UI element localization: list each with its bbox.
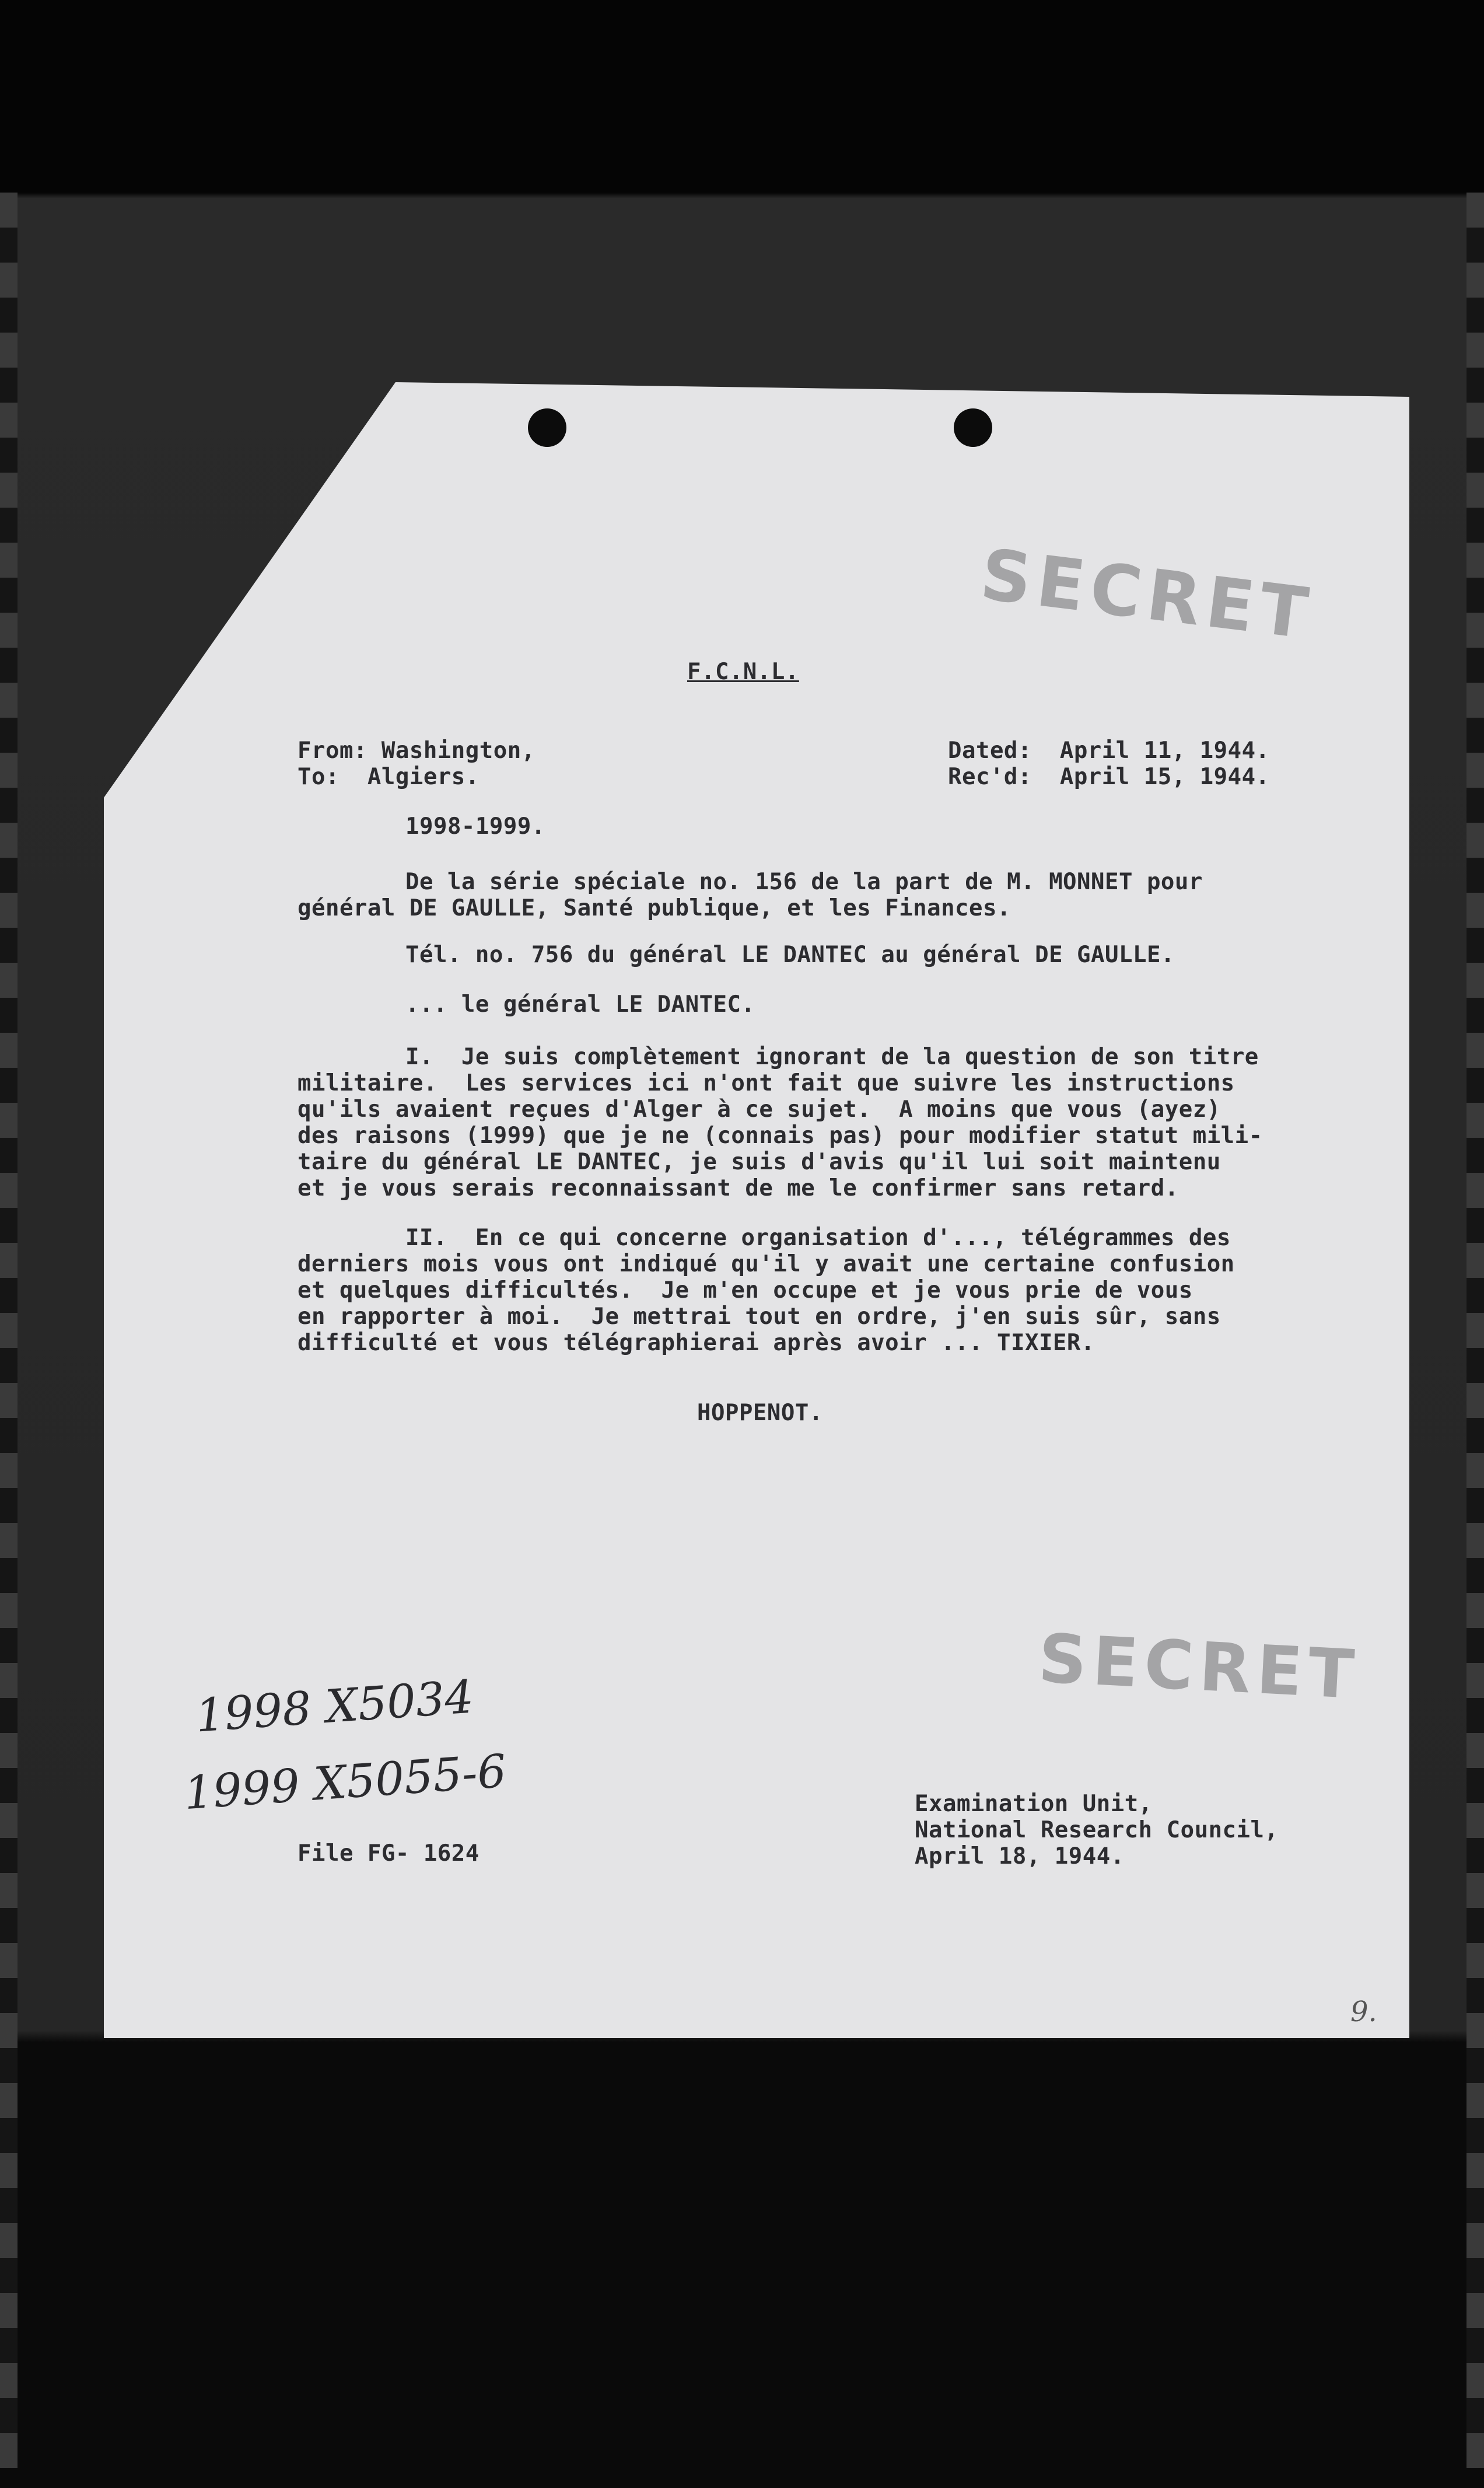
body-line: qu'ils avaient reçues d'Alger à ce sujet. A moins que vous (ayez) <box>298 1096 1221 1123</box>
file-number: File FG- 1624 <box>298 1840 480 1867</box>
secret-stamp-top: SECRET <box>976 534 1318 656</box>
routing-dated: Dated: April 11, 1944. <box>948 738 1270 764</box>
film-edge-left <box>0 193 18 2468</box>
body-line: en rapporter à moi. Je mettrai tout en ordre, j'en suis sûr, sans <box>298 1304 1221 1330</box>
body-line: et quelques difficultés. Je m'en occupe et je vous prie de vous <box>298 1277 1193 1304</box>
punch-hole-right <box>954 408 992 447</box>
body-line: derniers mois vous ont indiqué qu'il y avait une certaine confusion <box>298 1251 1235 1277</box>
secret-stamp-bottom: SECRET <box>1036 1619 1362 1715</box>
handwritten-note-2: 1999 X5055-6 <box>182 1745 508 1820</box>
body-line: difficulté et vous télégraphierai après avoir ... TIXIER. <box>298 1330 1095 1356</box>
handwritten-note-1: 1998 X5034 <box>194 1671 475 1743</box>
body-line: II. En ce qui concerne organisation d'..., télégrammes des <box>405 1225 1231 1251</box>
body-line: ... le général LE DANTEC. <box>405 991 755 1018</box>
routing-received: Rec'd: April 15, 1944. <box>948 764 1270 790</box>
body-line: taire du général LE DANTEC, je suis d'avis qu'il lui soit maintenu <box>298 1149 1221 1175</box>
routing-from: From: Washington, <box>298 738 536 764</box>
routing-to: To: Algiers. <box>298 764 480 790</box>
footer-line: National Research Council, <box>915 1817 1279 1843</box>
punch-hole-left <box>528 408 566 447</box>
body-line: et je vous serais reconnaissant de me le confirmer sans retard. <box>298 1175 1179 1201</box>
signature: HOPPENOT. <box>697 1400 823 1426</box>
page-mark: 9. <box>1350 1996 1377 2028</box>
body-line: des raisons (1999) que je ne (connais pas) pour modifier statut mili- <box>298 1123 1263 1149</box>
film-edge-right <box>1466 193 1484 2468</box>
footer-line: April 18, 1944. <box>915 1843 1125 1870</box>
body-line: De la série spéciale no. 156 de la part de M. MONNET pour <box>405 869 1203 895</box>
body-line: Tél. no. 756 du général LE DANTEC au général DE GAULLE. <box>405 942 1175 968</box>
body-line: I. Je suis complètement ignorant de la question de son titre <box>405 1044 1259 1070</box>
message-serials: 1998-1999. <box>405 813 545 840</box>
footer-line: Examination Unit, <box>915 1791 1153 1817</box>
body-line: général DE GAULLE, Santé publique, et les Finances. <box>298 895 1011 921</box>
document-header: F.C.N.L. <box>687 659 799 685</box>
body-line: militaire. Les services ici n'ont fait que suivre les instructions <box>298 1070 1235 1096</box>
